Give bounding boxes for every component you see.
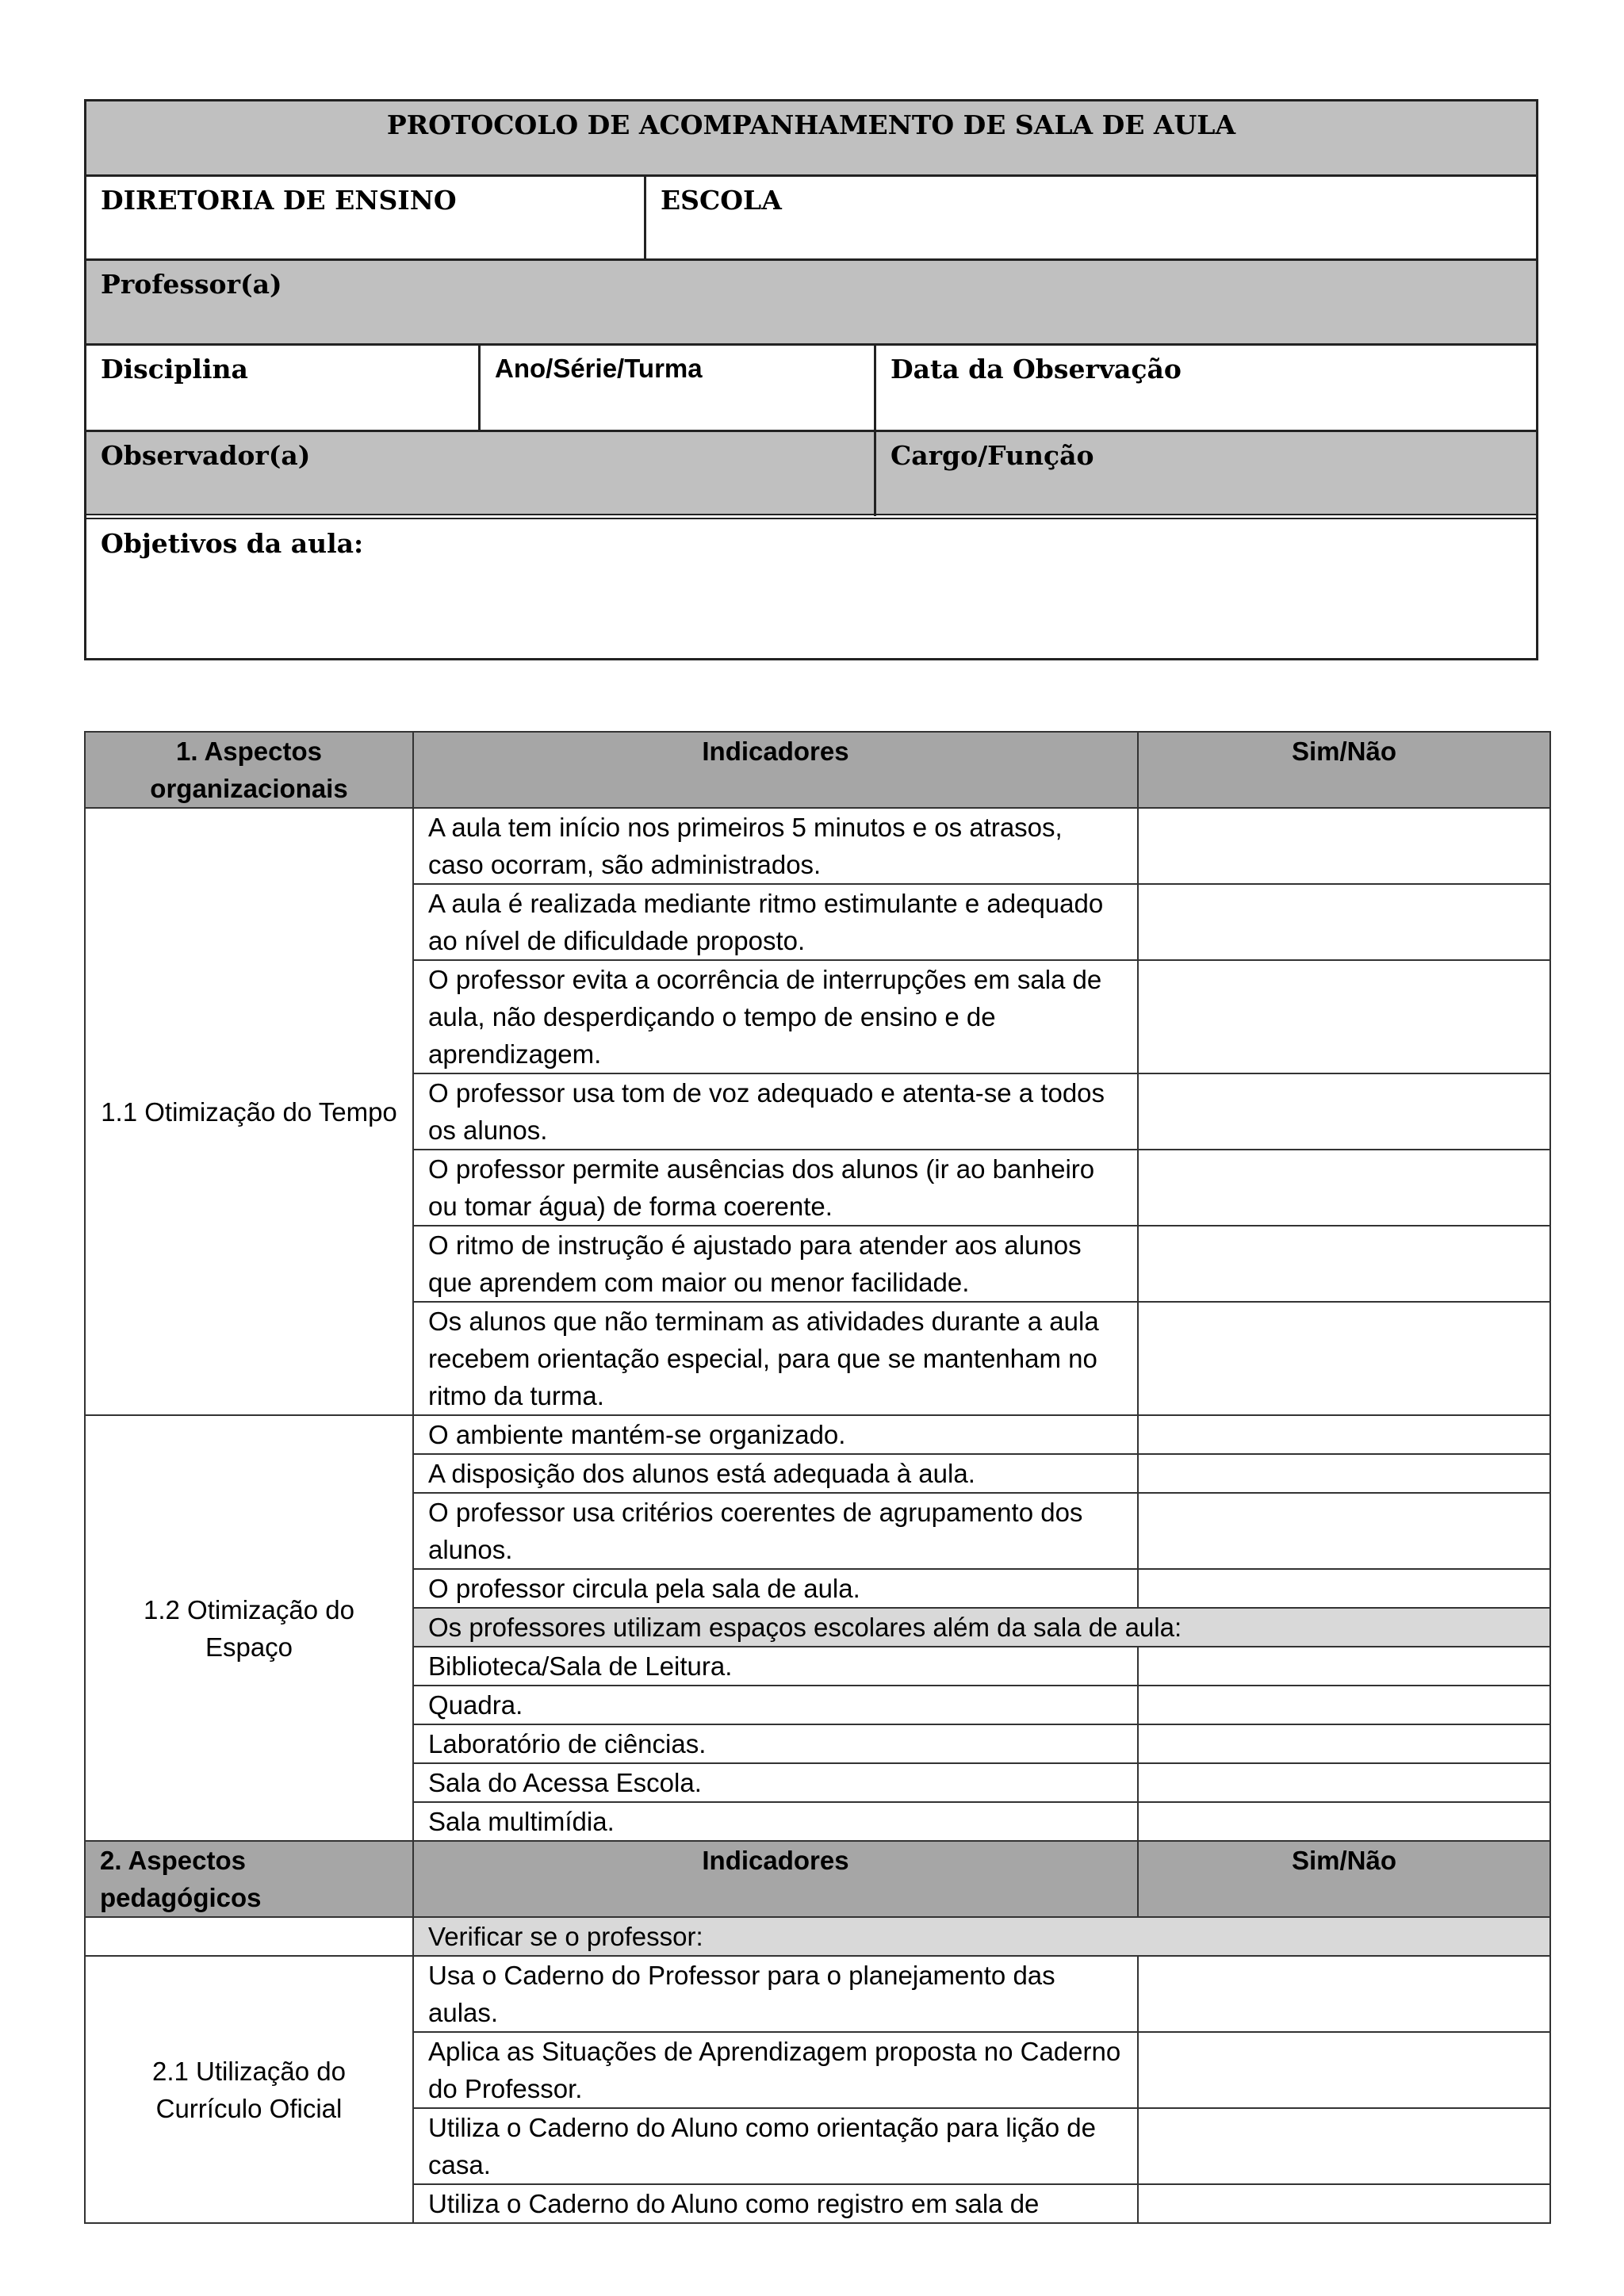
indicator-text: A disposição dos alunos está adequada à aula. bbox=[413, 1454, 1138, 1493]
group-label: 1.2 Otimização do Espaço bbox=[85, 1415, 413, 1841]
answer-cell[interactable] bbox=[1138, 1569, 1550, 1608]
empty-cell bbox=[85, 1917, 413, 1956]
answer-cell[interactable] bbox=[1138, 1763, 1550, 1802]
answer-cell[interactable] bbox=[1138, 1802, 1550, 1841]
indicator-text: Sala do Acessa Escola. bbox=[413, 1763, 1138, 1802]
answer-cell[interactable] bbox=[1138, 1226, 1550, 1302]
table-row bbox=[85, 1917, 1550, 1956]
escola-field[interactable]: ESCOLA bbox=[661, 185, 782, 216]
table-row bbox=[85, 808, 1550, 884]
indicator-text: O professor evita a ocorrência de interrupções em sala de aula, não desperdiçando o tempo de ensino e de aprendizagem. bbox=[413, 960, 1138, 1073]
answer-cell[interactable] bbox=[1138, 1956, 1550, 2032]
indicator-text: Os alunos que não terminam as atividades durante a aula recebem orientação especial, para que se mantenham no ritmo da turma. bbox=[413, 1302, 1138, 1415]
answer-cell[interactable] bbox=[1138, 1302, 1550, 1415]
indicator-text: Utiliza o Caderno do Aluno como orientação para lição de casa. bbox=[413, 2108, 1138, 2184]
ano-serie-turma-field[interactable]: Ano/Série/Turma bbox=[495, 354, 703, 383]
group-label: 2.1 Utilização do Currículo Oficial bbox=[85, 1956, 413, 2223]
answer-cell[interactable] bbox=[1138, 1493, 1550, 1569]
answer-cell[interactable] bbox=[1138, 1150, 1550, 1226]
cargo-funcao-field[interactable]: Cargo/Função bbox=[876, 432, 1536, 514]
answer-cell[interactable] bbox=[1138, 2108, 1550, 2184]
indicator-text: Biblioteca/Sala de Leitura. bbox=[413, 1647, 1138, 1686]
indicadores-header: Indicadores bbox=[413, 1841, 1138, 1917]
header-form bbox=[84, 99, 1538, 660]
indicator-text: Aplica as Situações de Aprendizagem proposta no Caderno do Professor. bbox=[413, 2032, 1138, 2108]
checklist-table bbox=[84, 731, 1551, 2224]
divider bbox=[86, 514, 1536, 515]
answer-cell[interactable] bbox=[1138, 884, 1550, 960]
sim-nao-header: Sim/Não bbox=[1138, 732, 1550, 808]
indicator-text: O professor usa critérios coerentes de agrupamento dos alunos. bbox=[413, 1493, 1138, 1569]
divider bbox=[874, 343, 876, 516]
section-header-row bbox=[85, 1841, 1550, 1917]
indicator-text: O professor usa tom de voz adequado e atenta-se a todos os alunos. bbox=[413, 1073, 1138, 1150]
disciplina-field[interactable]: Disciplina bbox=[101, 354, 248, 385]
divider bbox=[86, 174, 1536, 177]
indicator-text: A aula tem início nos primeiros 5 minutos e os atrasos, caso ocorram, são administrados. bbox=[413, 808, 1138, 884]
indicator-text: O professor permite ausências dos alunos (ir ao banheiro ou tomar água) de forma coerente. bbox=[413, 1150, 1138, 1226]
form-title: PROTOCOLO DE ACOMPANHAMENTO DE SALA DE AULA bbox=[86, 101, 1536, 174]
divider bbox=[86, 258, 1536, 261]
section-header-row bbox=[85, 732, 1550, 808]
answer-cell[interactable] bbox=[1138, 1415, 1550, 1454]
divider bbox=[86, 430, 1536, 432]
data-observacao-field[interactable]: Data da Observação bbox=[891, 354, 1182, 385]
answer-cell[interactable] bbox=[1138, 1454, 1550, 1493]
answer-cell[interactable] bbox=[1138, 960, 1550, 1073]
professor-field[interactable]: Professor(a) bbox=[86, 261, 1536, 343]
observador-field[interactable]: Observador(a) bbox=[86, 432, 874, 514]
indicator-text: O ambiente mantém-se organizado. bbox=[413, 1415, 1138, 1454]
answer-cell[interactable] bbox=[1138, 1724, 1550, 1763]
indicator-text: Laboratório de ciências. bbox=[413, 1724, 1138, 1763]
indicator-text: Usa o Caderno do Professor para o planejamento das aulas. bbox=[413, 1956, 1138, 2032]
diretoria-field[interactable]: DIRETORIA DE ENSINO bbox=[101, 185, 457, 216]
indicator-text: Quadra. bbox=[413, 1686, 1138, 1724]
indicator-text: O ritmo de instrução é ajustado para atender aos alunos que aprendem com maior ou menor facilidade. bbox=[413, 1226, 1138, 1302]
answer-cell[interactable] bbox=[1138, 2032, 1550, 2108]
section-title: 2. Aspectos pedagógicos bbox=[85, 1841, 413, 1917]
section-title: 1. Aspectos organizacionais bbox=[85, 732, 413, 808]
indicator-text: Utiliza o Caderno do Aluno como registro em sala de bbox=[413, 2184, 1138, 2223]
answer-cell[interactable] bbox=[1138, 1073, 1550, 1150]
objetivos-field[interactable]: Objetivos da aula: bbox=[101, 528, 364, 559]
answer-cell[interactable] bbox=[1138, 2184, 1550, 2223]
indicator-text: A aula é realizada mediante ritmo estimulante e adequado ao nível de dificuldade proposto. bbox=[413, 884, 1138, 960]
group-label: 1.1 Otimização do Tempo bbox=[85, 808, 413, 1415]
divider bbox=[86, 518, 1536, 519]
subheader-text: Os professores utilizam espaços escolares além da sala de aula: bbox=[413, 1608, 1550, 1647]
answer-cell[interactable] bbox=[1138, 1647, 1550, 1686]
table-row bbox=[85, 1956, 1550, 2032]
divider bbox=[86, 343, 1536, 346]
answer-cell[interactable] bbox=[1138, 808, 1550, 884]
indicator-text: O professor circula pela sala de aula. bbox=[413, 1569, 1138, 1608]
sim-nao-header: Sim/Não bbox=[1138, 1841, 1550, 1917]
indicator-text: Sala multimídia. bbox=[413, 1802, 1138, 1841]
divider bbox=[478, 343, 481, 432]
subheader-text: Verificar se o professor: bbox=[413, 1917, 1550, 1956]
table-row bbox=[85, 1415, 1550, 1454]
indicadores-header: Indicadores bbox=[413, 732, 1138, 808]
answer-cell[interactable] bbox=[1138, 1686, 1550, 1724]
divider bbox=[644, 174, 646, 261]
